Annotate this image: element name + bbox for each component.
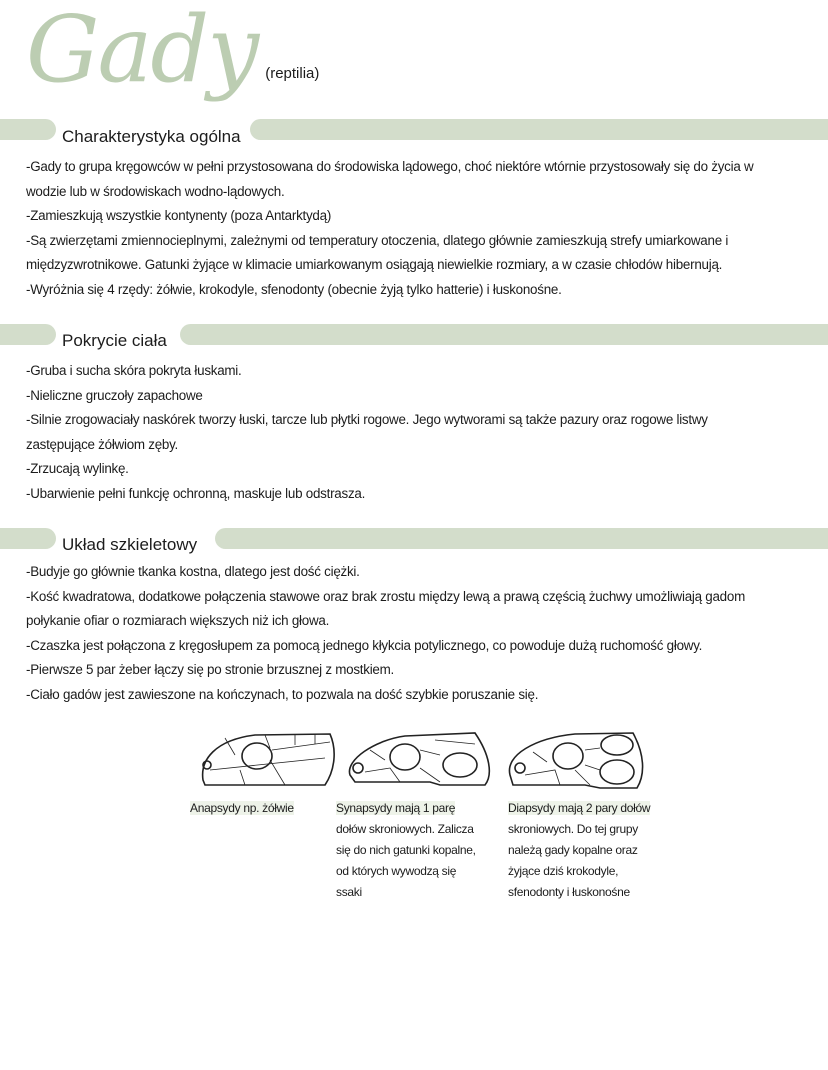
- text-line: -Są zwierzętami zmiennocieplnymi, zależnymi od temperatury otoczenia, dlatego głównie zamieszkują strefy umiarkowane i: [26, 232, 729, 248]
- caption-line: należą gady kopalne oraz: [508, 843, 638, 857]
- section-body: [26, 155, 816, 303]
- section-bar-right: [180, 324, 828, 345]
- caption-line: Diapsydy mają 2 pary dołów: [508, 801, 651, 815]
- page-title: Gady: [26, 0, 258, 103]
- section-bar-left: [0, 528, 56, 549]
- caption-line: ssaki: [336, 885, 362, 899]
- text-line: zastępujące żółwiom zęby.: [26, 436, 179, 452]
- caption-line: skroniowych. Do tej grupy: [508, 822, 638, 836]
- diapsid-skull-drawing: [505, 730, 650, 795]
- synapsid-skull-drawing: [345, 730, 495, 795]
- caption-line: Anapsydy np. żółwie: [190, 801, 294, 815]
- section-bar-right: [250, 119, 828, 140]
- section-bar-left: [0, 119, 56, 140]
- text-line: -Nieliczne gruczoły zapachowe: [26, 387, 203, 403]
- section-body: [26, 560, 816, 708]
- text-line: -Ubarwienie pełni funkcję ochronną, maskuje lub odstrasza.: [26, 485, 366, 501]
- text-line: -Wyróżnia się 4 rzędy: żółwie, krokodyle, sfenodonty (obecnie żyją tylko hatterie) i łuskonośne.: [26, 281, 562, 297]
- text-line: -Silnie zrogowaciały naskórek tworzy łuski, tarcze lub płytki rogowe. Jego wytworami są także pazury oraz rogowe listwy: [26, 412, 708, 428]
- caption-line: się do nich gatunki kopalne,: [336, 843, 476, 857]
- caption-line: sfenodonty i łuskonośne: [508, 885, 630, 899]
- text-line: -Pierwsze 5 par żeber łączy się po stronie brzusznej z mostkiem.: [26, 662, 395, 678]
- diagram-caption-synapsid: [336, 798, 496, 903]
- diagram-caption-diapsid: [508, 798, 678, 903]
- text-line: połykanie ofiar o rozmiarach większych niż ich głowa.: [26, 613, 330, 629]
- caption-line: żyjące dziś krokodyle,: [508, 864, 619, 878]
- text-line: -Zamieszkują wszystkie kontynenty (poza Antarktydą): [26, 208, 332, 224]
- text-line: -Zrzucają wylinkę.: [26, 461, 129, 477]
- diagram-caption-anapsid: [190, 798, 330, 819]
- section-heading: Pokrycie ciała: [62, 331, 167, 350]
- section-heading: Charakterystyka ogólna: [62, 127, 241, 146]
- caption-line: Synapsydy mają 1 parę: [336, 801, 456, 815]
- section-heading: Układ szkieletowy: [62, 535, 198, 554]
- section-bar-left: [0, 324, 56, 345]
- text-line: -Budyje go głównie tkanka kostna, dlatego jest dość ciężki.: [26, 564, 360, 579]
- text-line: -Czaszka jest połączona z kręgosłupem za pomocą jednego kłykcia potylicznego, co powoduje dużą ruchomość głowy.: [26, 637, 703, 653]
- caption-line: dołów skroniowych. Zalicza: [336, 822, 474, 836]
- anapsid-skull-drawing: [195, 730, 335, 790]
- caption-line: od których wywodzą się: [336, 864, 457, 878]
- text-line: międzyzwrotnikowe. Gatunki żyjące w klimacie umiarkowanym osiągają niewielkie rozmiary, a w czasie chłodów hibernują.: [26, 257, 723, 273]
- text-line: wodzie lub w środowiskach wodno-lądowych.: [26, 183, 285, 199]
- text-line: -Gruba i sucha skóra pokryta łuskami.: [26, 363, 242, 378]
- title-row: [26, 0, 320, 103]
- section-bar-right: [215, 528, 828, 549]
- text-line: -Ciało gadów jest zawieszone na kończynach, to pozwala na dość szybkie poruszanie się.: [26, 686, 539, 702]
- text-line: -Kość kwadratowa, dodatkowe połączenia stawowe oraz brak zrostu między lewą a prawą częścią żuchwy umożliwiają gadom: [26, 588, 745, 604]
- page-subtitle: (reptilia): [265, 65, 320, 82]
- section-body: [26, 359, 816, 507]
- text-line: -Gady to grupa kręgowców w pełni przystosowana do środowiska lądowego, choć niektóre wtórnie przystosowały się do życia w: [26, 159, 754, 174]
